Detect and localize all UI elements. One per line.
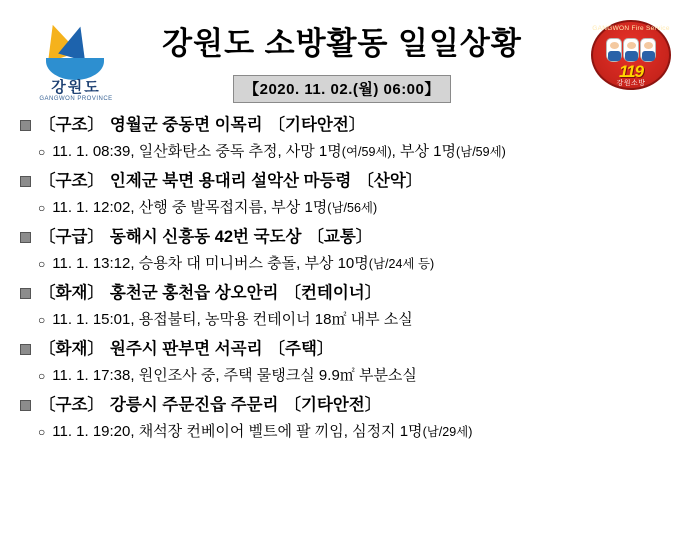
- incident-headline: [0, 336, 689, 362]
- incident-location: 인제군 북면 용대리 설악산 마등령: [109, 172, 352, 190]
- incident-category: 〔화재〕: [39, 340, 104, 358]
- incident-location: 홍천군 홍천읍 상오안리: [109, 284, 279, 302]
- logo-mark-icon: [38, 22, 108, 66]
- square-bullet-icon: [20, 344, 31, 355]
- square-bullet-icon: [20, 232, 31, 243]
- incident-category: 〔구급〕: [39, 228, 104, 246]
- incident-headline: [0, 168, 689, 194]
- list-item: [0, 280, 689, 334]
- incident-type: 〔주택〕: [268, 340, 334, 358]
- circle-bullet-icon: ○: [38, 425, 46, 439]
- incident-detail: [0, 362, 689, 390]
- circle-bullet-icon: ○: [38, 145, 46, 159]
- incident-category: 〔구조〕: [39, 396, 104, 414]
- incident-category: 〔구조〕: [39, 172, 104, 190]
- emblem-mascot-figure-2-icon: [623, 38, 639, 62]
- circle-bullet-icon: ○: [38, 313, 46, 327]
- incident-type: 〔기타안전〕: [284, 396, 382, 414]
- emblem-bottom-label: 강원소방: [616, 80, 646, 87]
- incident-location: 동해시 신흥동 42번 국도상: [109, 228, 302, 246]
- incident-detail: [0, 418, 689, 446]
- document-header: [0, 0, 689, 108]
- list-item: [0, 336, 689, 390]
- incident-detail-text: 11. 1. 13:12, 승용차 대 미니버스 충돌, 부상 10명(남/24세 등): [52, 255, 435, 272]
- incident-detail-text: 11. 1. 15:01, 용접불티, 농막용 컨테이너 18㎡ 내부 소실: [52, 311, 413, 328]
- circle-bullet-icon: ○: [38, 369, 46, 383]
- incident-list: [0, 112, 689, 448]
- emblem-top-label: GANGWON Fire Service: [592, 25, 670, 32]
- incident-headline: [0, 392, 689, 418]
- incident-headline: [0, 112, 689, 138]
- page-title: 강원도 소방활동 일일상황: [162, 26, 522, 61]
- list-item: [0, 168, 689, 222]
- incident-detail-text: 11. 1. 12:02, 산행 중 발목접지름, 부상 1명(남/56세): [52, 199, 378, 216]
- emblem-mascot-figure-1-icon: [606, 38, 622, 62]
- incident-type: 〔기타안전〕: [268, 116, 366, 134]
- square-bullet-icon: [20, 176, 31, 187]
- square-bullet-icon: [20, 400, 31, 411]
- incident-type: 〔컨테이너〕: [284, 284, 382, 302]
- list-item: [0, 224, 689, 278]
- emblem-mascot-icon: [599, 38, 663, 64]
- list-item: [0, 392, 689, 446]
- logo-org-subtitle: GANGWON PROVINCE: [39, 96, 113, 102]
- incident-category: 〔구조〕: [39, 116, 104, 134]
- title-block: [132, 18, 552, 103]
- incident-detail: [0, 306, 689, 334]
- incident-type: 〔산악〕: [357, 172, 423, 190]
- gangwon-province-logo: [20, 22, 132, 102]
- emblem-number: 119: [618, 62, 644, 81]
- incident-detail-text: 11. 1. 19:20, 채석장 컨베이어 벨트에 팔 끼임, 심정지 1명(남/29세): [52, 423, 473, 440]
- list-item: [0, 112, 689, 166]
- incident-location: 강릉시 주문진읍 주문리: [109, 396, 279, 414]
- incident-location: 원주시 판부면 서곡리: [109, 340, 263, 358]
- incident-detail-text: 11. 1. 17:38, 원인조사 중, 주택 물탱크실 9.9㎡ 부분소실: [52, 367, 417, 384]
- incident-type: 〔교통〕: [307, 228, 373, 246]
- incident-detail: [0, 250, 689, 278]
- incident-detail-text: 11. 1. 08:39, 일산화탄소 중독 추정, 사망 1명(여/59세), 부상 1명(남/59세): [52, 143, 506, 160]
- incident-detail: [0, 138, 689, 166]
- report-datetime: 【2020. 11. 02.(월) 06:00】: [233, 75, 451, 103]
- square-bullet-icon: [20, 120, 31, 131]
- square-bullet-icon: [20, 288, 31, 299]
- incident-location: 영월군 중동면 이목리: [109, 116, 263, 134]
- incident-category: 〔화재〕: [39, 284, 104, 302]
- incident-headline: [0, 280, 689, 306]
- fire-service-emblem: [591, 20, 675, 94]
- logo-org-name: 강원도: [51, 79, 101, 96]
- circle-bullet-icon: ○: [38, 257, 46, 271]
- circle-bullet-icon: ○: [38, 201, 46, 215]
- emblem-mascot-figure-3-icon: [640, 38, 656, 62]
- incident-detail: [0, 194, 689, 222]
- incident-headline: [0, 224, 689, 250]
